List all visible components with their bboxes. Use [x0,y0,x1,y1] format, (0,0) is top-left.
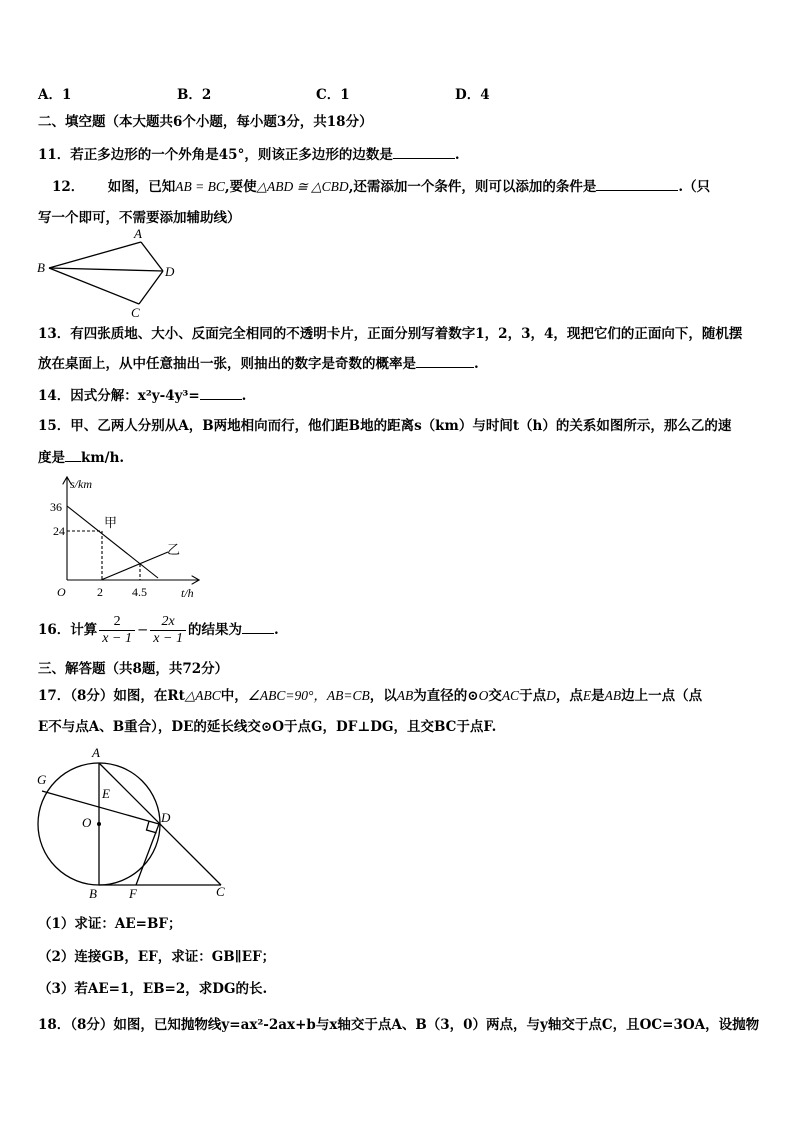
q17-text-g: ，点 [555,688,583,704]
kite-figure [34,226,184,318]
label-yi: 乙 [167,542,181,557]
question-16-end: . [273,622,279,638]
question-17-line-1 [38,684,702,704]
distance-time-graph [40,472,210,604]
point-c-label: C [131,305,140,318]
question-15-text-a: 度是 [38,450,65,466]
fraction-1-numerator: 2 [99,614,135,631]
label-e: E [102,786,110,801]
segment-ad [141,242,163,271]
s-axis-label: s/km [70,477,92,491]
question-17-part-3: （3）若AE=1，EB=2，求DG的长. [38,981,268,997]
question-12-number: 12． [52,179,85,195]
question-18-line-1: 18．（8分）如图，已知抛物线y=ax²-2ax+b与x轴交于点A、B（3，0）两点，与y轴交于点C，且OC=3OA，设抛物 [38,1017,760,1033]
question-12-text-3: ,还需添加一个条件，则可以添加的条件是 [348,179,597,195]
point-b-label: B [37,260,45,275]
q17-d: D [546,688,556,703]
answer-blank [596,178,678,191]
segment-ac [99,763,221,885]
y-tick-24: 24 [53,524,65,538]
question-15-line-2 [38,446,124,466]
label-b: B [89,886,97,900]
question-16-pre: 16．计算 [38,622,98,638]
q17-text-f: 于点 [519,688,547,704]
question-17-part-1: （1）求证：AE=BF； [38,916,182,932]
option-c: C．1 [316,87,350,103]
option-b: B．2 [177,87,212,103]
question-13-end: . [474,356,479,372]
segment-gd [42,791,159,824]
question-11-end: . [454,147,460,163]
segment-ba [49,242,141,268]
question-12-text-1: 如图，已知 [107,179,176,195]
point-a-label: A [134,226,142,241]
label-g: G [37,772,47,787]
q17-o: O [478,688,489,703]
line-yi [101,552,168,580]
q17-ab: AB [396,688,414,703]
question-14 [38,384,246,404]
q17-condition: ∠ABC=90°，AB=CB [247,688,370,703]
fraction-2 [150,614,186,647]
question-11 [38,143,460,163]
fraction-1-denominator: x − 1 [102,631,132,646]
q17-text-e: 交 [488,688,502,704]
segment-bc [49,268,139,304]
question-12 [52,175,710,195]
fraction-1 [99,614,135,647]
section-fill-in-heading: 二、填空题（本大题共6个小题，每小题3分，共18分） [38,114,373,130]
question-17-line-2: E不与点A、B重合），DE的延长线交⊙O于点G，DF⊥DG，且交BC于点F. [38,719,497,735]
circle-geometry-figure [32,742,232,900]
y-tick-36: 36 [50,500,62,514]
question-12-text-2: ,要使 [224,179,257,195]
question-13-line-2 [38,352,479,372]
question-12-condition-2: △ABD ≅ △CBD [256,179,349,194]
label-a: A [92,745,100,760]
segment-bd [49,268,163,271]
question-12-condition-1: AB = BC [175,179,225,194]
option-d: D．4 [455,87,490,103]
answer-blank [65,449,81,462]
minus-sign: − [136,622,149,638]
question-16 [38,614,279,647]
label-o: O [82,815,92,830]
point-d-label: D [165,264,175,279]
option-a: A．1 [38,87,72,103]
q17-ab-2: AB [604,688,622,703]
q17-text-c: ，以 [369,688,397,704]
q17-ac: AC [501,688,520,703]
x-tick-2: 2 [97,585,103,599]
question-11-text: 11．若正多边形的一个外角是45°，则该正多边形的边数是 [38,147,393,163]
question-17-part-2: （2）连接GB，EF，求证：GB∥EF； [38,949,276,965]
q17-text-d: 为直径的⊙ [413,688,479,704]
t-axis-label: t/h [181,586,194,600]
q17-triangle: △ABC [184,688,221,703]
question-15-line-1: 15．甲、乙两人分别从A，B两地相向而行，他们距B地的距离s（km）与时间t（h）的关系如图所示，那么乙的速 [38,418,732,434]
question-13-text: 放在桌面上，从中任意抽出一张，则抽出的数字是奇数的概率是 [38,356,416,372]
question-14-text: 14．因式分解：x²y-4y³= [38,388,200,404]
q17-text-h: 是 [591,688,605,704]
label-jia: 甲 [104,515,118,530]
fraction-2-denominator: x − 1 [153,631,183,646]
q17-e: E [582,688,592,703]
q17-text-i: 边上一点（点 [621,688,703,704]
question-12-text-4: .（只 [678,179,711,195]
question-14-end: . [241,388,247,404]
question-15-text-b: km/h. [81,450,125,466]
question-16-post: 的结果为 [187,622,242,638]
label-c: C [216,884,225,899]
question-13-line-1: 13．有四张质地、大小、反面完全相同的不透明卡片，正面分别写着数字1，2，3，4，现把它们的正面向下，随机摆 [38,326,743,342]
answer-options-row [38,83,594,103]
q17-text-a: 17．（8分）如图，在Rt [38,688,185,704]
segment-cd [139,271,163,304]
question-12-line-2: 写一个即可，不需要添加辅助线） [38,210,241,226]
label-d: D [161,810,171,825]
center-dot [97,822,101,826]
q17-text-b: 中， [220,688,248,704]
answer-blank [200,387,242,400]
section-solutions-heading: 三、解答题（共8题，共72分） [38,661,229,677]
answer-blank [416,355,474,368]
answer-blank [393,146,455,159]
fraction-2-numerator: 2x [150,614,186,631]
answer-blank [242,621,274,634]
label-f: F [129,886,137,900]
origin-label: O [57,585,66,599]
x-tick-4-5: 4.5 [132,585,147,599]
